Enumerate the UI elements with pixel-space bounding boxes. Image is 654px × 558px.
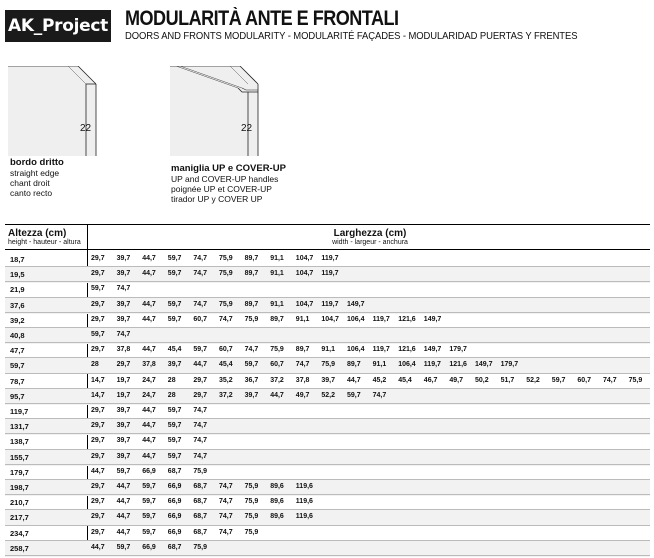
width-value: 44,7 bbox=[270, 391, 284, 399]
width-value: 66,9 bbox=[167, 528, 182, 536]
width-value: 91,1 bbox=[270, 300, 284, 308]
handle-profile-drawing bbox=[170, 66, 266, 156]
height-value: 95,7 bbox=[10, 391, 25, 401]
width-value: 59,7 bbox=[347, 391, 361, 399]
width-value: 121,6 bbox=[398, 315, 416, 323]
width-value: 59,7 bbox=[244, 361, 259, 369]
width-value: 24,7 bbox=[142, 376, 156, 384]
width-value: 74,7 bbox=[603, 376, 617, 384]
width-value: 29,7 bbox=[91, 498, 105, 506]
width-value: 44,7 bbox=[142, 437, 156, 445]
height-value: 198,7 bbox=[10, 483, 29, 492]
width-value: 29,7 bbox=[91, 300, 105, 308]
width-value: 44,7 bbox=[142, 300, 156, 308]
width-value: 14,7 bbox=[91, 391, 105, 399]
width-value: 60,7 bbox=[270, 361, 284, 369]
width-value: 91,1 bbox=[295, 315, 310, 323]
width-value: 39,7 bbox=[116, 407, 131, 414]
width-label: Larghezza (cm) bbox=[333, 228, 407, 239]
width-value: 89,7 bbox=[347, 361, 361, 369]
width-value: 74,7 bbox=[244, 346, 259, 354]
width-value: 29,7 bbox=[91, 483, 105, 490]
width-value: 59,7 bbox=[167, 452, 182, 460]
width-value: 37,2 bbox=[219, 391, 233, 399]
width-value: 29,7 bbox=[91, 346, 105, 354]
height-value: 18,7 bbox=[10, 255, 25, 264]
width-value: 68,7 bbox=[193, 528, 208, 536]
width-value: 28 bbox=[167, 391, 176, 399]
width-value: 106,4 bbox=[347, 346, 365, 354]
width-value: 39,7 bbox=[321, 376, 336, 384]
width-value: 91,1 bbox=[321, 346, 336, 354]
width-value: 50,2 bbox=[475, 376, 489, 384]
width-value: 29,7 bbox=[116, 361, 131, 369]
height-value: 39,2 bbox=[10, 315, 25, 325]
width-value: 59,7 bbox=[167, 300, 182, 308]
width-value: 74,7 bbox=[219, 498, 233, 506]
profile-dimension-2: 22 bbox=[241, 123, 253, 134]
width-value: 45,2 bbox=[372, 376, 387, 384]
width-value: 75,9 bbox=[219, 270, 233, 278]
width-value: 75,9 bbox=[244, 513, 259, 521]
width-value: 74,7 bbox=[219, 513, 233, 521]
width-value: 106,4 bbox=[398, 361, 416, 369]
width-value: 44,7 bbox=[116, 483, 131, 490]
width-value: 68,7 bbox=[167, 467, 182, 475]
width-value: 39,7 bbox=[244, 391, 259, 399]
profile-dimension-1: 22 bbox=[80, 123, 92, 134]
width-value: 75,9 bbox=[193, 543, 208, 551]
width-value: 59,7 bbox=[91, 331, 105, 338]
width-value: 75,9 bbox=[219, 300, 233, 308]
width-value: 39,7 bbox=[116, 452, 131, 460]
width-value: 44,7 bbox=[142, 452, 156, 460]
width-value: 104,7 bbox=[295, 270, 314, 278]
width-value: 119,7 bbox=[321, 270, 339, 278]
width-value: 60,7 bbox=[193, 315, 208, 323]
width-value: 39,7 bbox=[116, 255, 131, 262]
width-value: 68,7 bbox=[193, 498, 208, 506]
height-value: 47,7 bbox=[10, 346, 25, 356]
width-value: 179,7 bbox=[500, 361, 519, 369]
width-value: 49,7 bbox=[449, 376, 464, 384]
height-value: 40,8 bbox=[10, 331, 25, 340]
width-value: 59,7 bbox=[167, 315, 182, 323]
width-value: 44,7 bbox=[347, 376, 361, 384]
width-value: 149,7 bbox=[475, 361, 493, 369]
width-value: 44,7 bbox=[193, 361, 208, 369]
width-value: 59,7 bbox=[91, 285, 105, 293]
width-value: 119,6 bbox=[295, 513, 313, 521]
width-value: 39,7 bbox=[116, 422, 131, 430]
width-value: 68,7 bbox=[193, 513, 208, 521]
width-value: 89,7 bbox=[244, 270, 259, 278]
width-value: 29,7 bbox=[91, 407, 105, 414]
height-sublabel: height - hauteur - altura bbox=[8, 239, 81, 246]
width-value: 89,6 bbox=[270, 498, 284, 506]
profile-name-1: bordo dritto bbox=[10, 157, 64, 168]
profile-name-2: maniglia UP e COVER-UP bbox=[171, 163, 286, 174]
width-value: 60,7 bbox=[219, 346, 233, 354]
height-value: 21,9 bbox=[10, 285, 25, 295]
height-value: 155,7 bbox=[10, 452, 29, 462]
width-value: 44,7 bbox=[116, 513, 131, 521]
height-value: 138,7 bbox=[10, 437, 29, 447]
width-value: 74,7 bbox=[219, 528, 233, 536]
width-value: 119,7 bbox=[321, 255, 339, 262]
width-value: 119,6 bbox=[295, 498, 313, 506]
width-value: 149,7 bbox=[423, 346, 442, 354]
width-value: 59,7 bbox=[167, 255, 182, 262]
width-value: 44,7 bbox=[116, 498, 131, 506]
width-value: 59,7 bbox=[116, 467, 131, 475]
page-title: MODULARITÀ ANTE E FRONTALI bbox=[125, 7, 399, 30]
width-value: 89,6 bbox=[270, 513, 284, 521]
width-value: 19,7 bbox=[116, 391, 131, 399]
table-top-rule bbox=[5, 224, 650, 225]
width-value: 75,9 bbox=[244, 498, 259, 506]
width-value: 74,7 bbox=[193, 255, 208, 262]
width-value: 39,7 bbox=[167, 361, 182, 369]
width-value: 59,7 bbox=[116, 543, 131, 551]
height-value: 19,5 bbox=[10, 270, 25, 280]
height-column-header bbox=[8, 229, 81, 247]
width-column-header bbox=[90, 229, 650, 247]
width-value: 59,7 bbox=[167, 407, 182, 414]
width-value: 37,8 bbox=[116, 346, 131, 354]
width-value: 91,1 bbox=[270, 270, 284, 278]
width-value: 106,4 bbox=[347, 315, 365, 323]
height-value: 217,7 bbox=[10, 513, 29, 523]
width-value: 19,7 bbox=[116, 376, 131, 384]
width-value: 74,7 bbox=[116, 331, 131, 338]
width-value: 121,6 bbox=[449, 361, 467, 369]
width-value: 68,7 bbox=[167, 543, 182, 551]
width-value: 75,9 bbox=[244, 315, 259, 323]
width-value: 119,6 bbox=[295, 483, 313, 490]
width-sublabel: width - largeur - anchura bbox=[332, 239, 408, 246]
width-value: 104,7 bbox=[321, 315, 339, 323]
width-value: 75,9 bbox=[628, 376, 643, 384]
width-value: 51,7 bbox=[500, 376, 515, 384]
width-value: 44,7 bbox=[142, 255, 156, 262]
width-value: 14,7 bbox=[91, 376, 105, 384]
width-value: 74,7 bbox=[116, 285, 131, 293]
width-value: 89,7 bbox=[270, 315, 284, 323]
width-value: 52,2 bbox=[526, 376, 540, 384]
profile-line: chant droit bbox=[10, 178, 50, 188]
width-value: 29,7 bbox=[91, 270, 105, 278]
width-value: 66,9 bbox=[142, 543, 156, 551]
width-value: 89,7 bbox=[244, 300, 259, 308]
width-value: 66,9 bbox=[167, 498, 182, 506]
height-value: 131,7 bbox=[10, 422, 29, 432]
width-value: 29,7 bbox=[91, 437, 105, 445]
width-value: 37,8 bbox=[295, 376, 310, 384]
width-value: 66,9 bbox=[167, 483, 182, 490]
height-value: 234,7 bbox=[10, 528, 29, 538]
height-value: 179,7 bbox=[10, 467, 29, 477]
width-value: 59,7 bbox=[142, 513, 156, 521]
profile-caption-2 bbox=[171, 163, 286, 204]
width-value: 59,7 bbox=[167, 422, 182, 430]
width-value: 59,7 bbox=[193, 346, 208, 354]
width-value: 39,7 bbox=[116, 270, 131, 278]
width-value: 74,7 bbox=[193, 407, 208, 414]
width-value: 29,7 bbox=[91, 422, 105, 430]
width-value: 91,1 bbox=[372, 361, 387, 369]
width-value: 104,7 bbox=[295, 300, 314, 308]
width-value: 59,7 bbox=[551, 376, 566, 384]
width-value: 89,6 bbox=[270, 483, 284, 490]
width-value: 29,7 bbox=[193, 391, 208, 399]
width-value: 74,7 bbox=[193, 437, 208, 445]
width-value: 45,4 bbox=[398, 376, 412, 384]
width-value: 37,8 bbox=[142, 361, 156, 369]
width-value: 29,7 bbox=[91, 513, 105, 521]
width-value: 29,7 bbox=[193, 376, 208, 384]
width-value: 35,2 bbox=[219, 376, 233, 384]
width-value: 28 bbox=[167, 376, 176, 384]
width-value: 44,7 bbox=[91, 543, 105, 551]
width-value: 68,7 bbox=[193, 483, 208, 490]
width-value: 46,7 bbox=[423, 376, 438, 384]
width-value: 44,7 bbox=[142, 422, 156, 430]
width-value: 74,7 bbox=[193, 452, 208, 460]
profile-line: tirador UP y COVER UP bbox=[171, 194, 263, 204]
width-value: 74,7 bbox=[219, 483, 233, 490]
width-value: 75,9 bbox=[244, 528, 259, 536]
width-value: 121,6 bbox=[398, 346, 416, 354]
width-value: 75,9 bbox=[321, 361, 336, 369]
width-value: 75,9 bbox=[244, 483, 259, 490]
width-value: 74,7 bbox=[372, 391, 387, 399]
width-value: 59,7 bbox=[167, 270, 182, 278]
width-value: 24,7 bbox=[142, 391, 156, 399]
width-value: 74,7 bbox=[219, 315, 233, 323]
width-value: 29,7 bbox=[91, 528, 105, 536]
width-value: 44,7 bbox=[142, 346, 156, 354]
width-value: 60,7 bbox=[577, 376, 592, 384]
width-value: 149,7 bbox=[347, 300, 365, 308]
height-value: 59,7 bbox=[10, 361, 25, 371]
width-value: 119,7 bbox=[372, 315, 390, 323]
width-value: 28 bbox=[91, 361, 99, 369]
width-value: 104,7 bbox=[295, 255, 314, 262]
height-value: 258,7 bbox=[10, 543, 29, 553]
width-value: 74,7 bbox=[193, 270, 208, 278]
width-value: 59,7 bbox=[142, 498, 156, 506]
width-value: 89,7 bbox=[295, 346, 310, 354]
profile-line: canto recto bbox=[10, 188, 53, 198]
width-value: 29,7 bbox=[91, 315, 105, 323]
straight-edge-profile-drawing bbox=[8, 66, 104, 156]
profile-caption-1 bbox=[10, 157, 64, 198]
height-value: 119,7 bbox=[10, 407, 29, 416]
width-value: 119,7 bbox=[372, 346, 390, 354]
width-value: 52,2 bbox=[321, 391, 336, 399]
brand-badge: AK_Project bbox=[5, 10, 111, 42]
width-value: 91,1 bbox=[270, 255, 284, 262]
width-value: 44,7 bbox=[91, 467, 105, 475]
width-value: 74,7 bbox=[295, 361, 310, 369]
width-value: 44,7 bbox=[142, 270, 156, 278]
width-value: 75,9 bbox=[193, 467, 208, 475]
width-value: 44,7 bbox=[116, 528, 131, 536]
width-value: 39,7 bbox=[116, 300, 131, 308]
width-value: 59,7 bbox=[167, 437, 182, 445]
height-value: 210,7 bbox=[10, 498, 29, 508]
height-value: 78,7 bbox=[10, 376, 25, 386]
width-value: 66,9 bbox=[142, 467, 156, 475]
width-value: 179,7 bbox=[449, 346, 467, 354]
page-subtitle: DOORS AND FRONTS MODULARITY - MODULARITÉ FAÇADES - MODULARIDAD PUERTAS Y FRENTES bbox=[125, 30, 578, 42]
width-value: 59,7 bbox=[142, 483, 156, 490]
width-value: 49,7 bbox=[295, 391, 310, 399]
width-value: 45,4 bbox=[219, 361, 233, 369]
width-value: 44,7 bbox=[142, 315, 156, 323]
width-value: 36,7 bbox=[244, 376, 259, 384]
height-value: 37,6 bbox=[10, 300, 25, 310]
width-value: 44,7 bbox=[142, 407, 156, 414]
width-value: 74,7 bbox=[193, 300, 208, 308]
profile-line: poignée UP et COVER-UP bbox=[171, 184, 272, 194]
width-value: 39,7 bbox=[116, 315, 131, 323]
width-value: 149,7 bbox=[423, 315, 442, 323]
profile-line: UP and COVER-UP handles bbox=[171, 174, 279, 184]
width-value: 75,9 bbox=[270, 346, 284, 354]
width-value: 75,9 bbox=[219, 255, 233, 262]
width-value: 29,7 bbox=[91, 255, 105, 262]
width-value: 66,9 bbox=[167, 513, 182, 521]
width-value: 29,7 bbox=[91, 452, 105, 460]
width-value: 74,7 bbox=[193, 422, 208, 430]
row-separator bbox=[5, 555, 650, 556]
width-value: 89,7 bbox=[244, 255, 259, 262]
width-value: 119,7 bbox=[423, 361, 441, 369]
profile-line: straight edge bbox=[10, 168, 60, 178]
width-value: 119,7 bbox=[321, 300, 339, 308]
height-label: Altezza (cm) bbox=[8, 228, 67, 239]
width-value: 45,4 bbox=[167, 346, 182, 354]
width-value: 39,7 bbox=[116, 437, 131, 445]
width-value: 59,7 bbox=[142, 528, 156, 536]
table-header-rule bbox=[5, 249, 650, 250]
width-value: 37,2 bbox=[270, 376, 284, 384]
